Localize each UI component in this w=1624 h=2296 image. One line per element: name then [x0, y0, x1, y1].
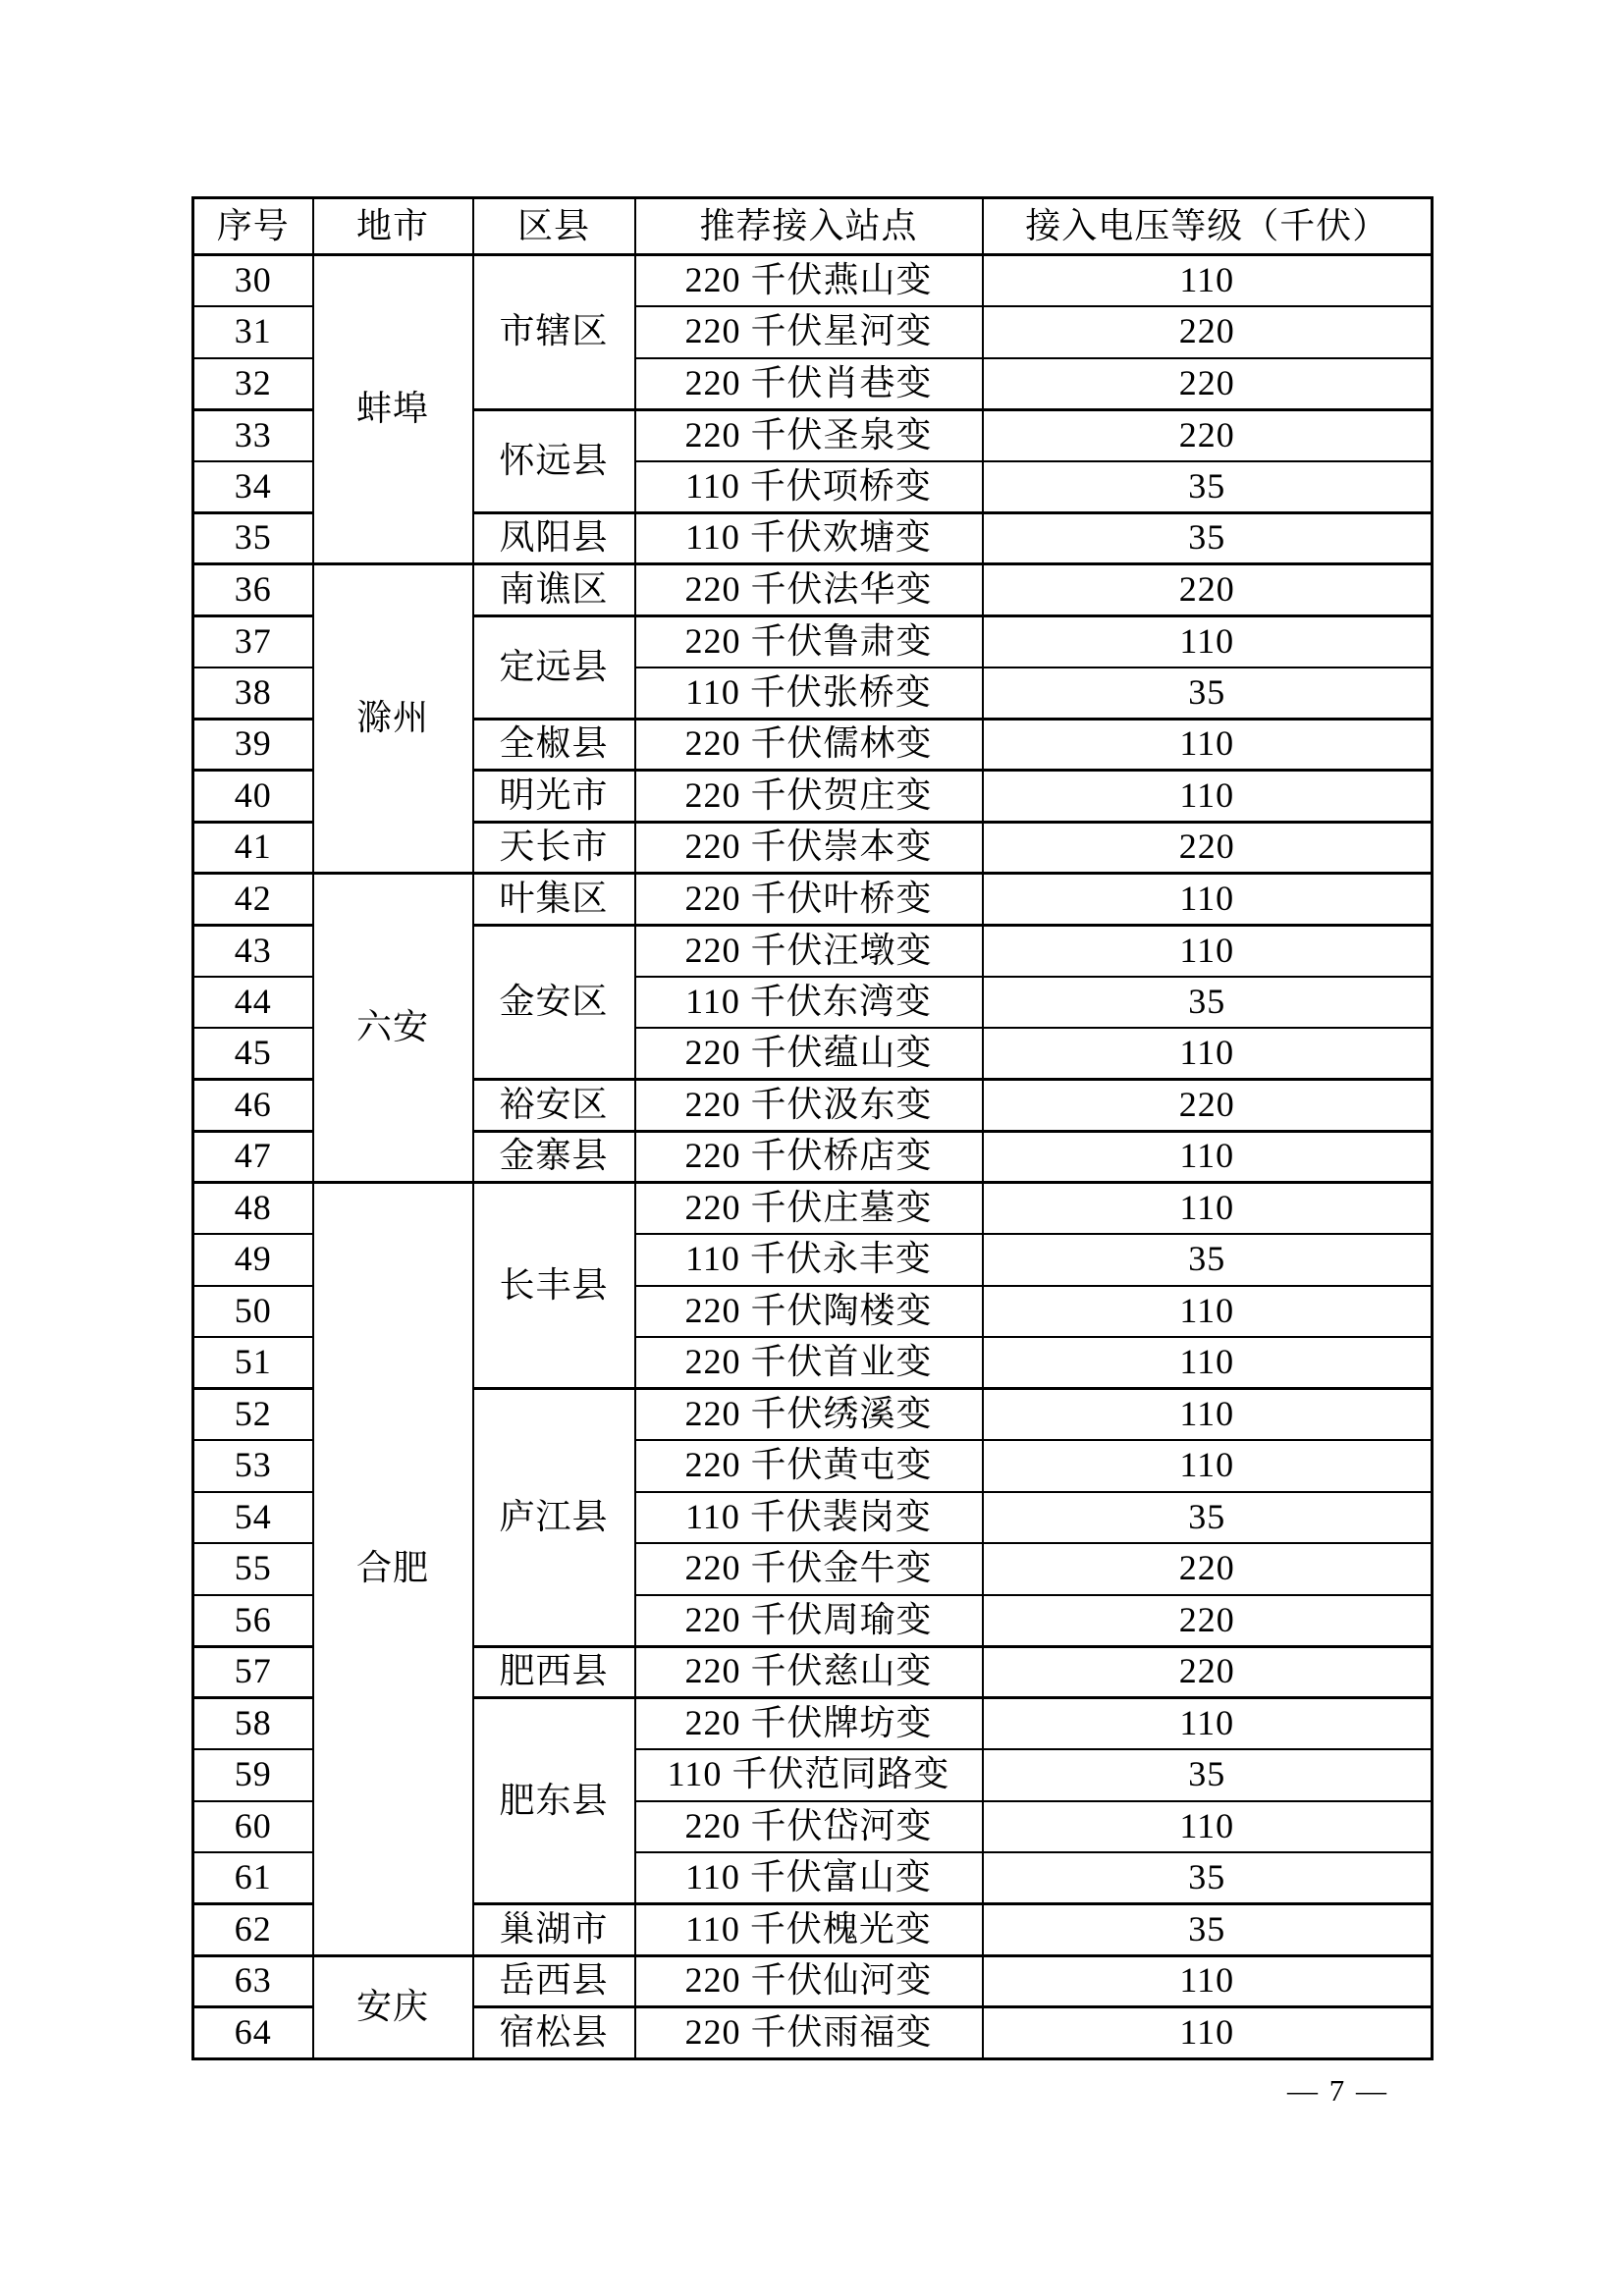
station-cell: 110 千伏范同路变	[635, 1749, 983, 1801]
district-cell: 岳西县	[473, 1955, 635, 2007]
district-cell: 市辖区	[473, 255, 635, 410]
station-cell: 220 千伏鲁肃变	[635, 615, 983, 667]
city-cell: 安庆	[313, 1955, 473, 2058]
voltage-cell: 110	[983, 615, 1433, 667]
district-cell: 巢湖市	[473, 1904, 635, 1956]
district-cell: 肥东县	[473, 1698, 635, 1904]
table-row	[193, 1183, 1433, 1235]
station-cell: 220 千伏汪墩变	[635, 925, 983, 977]
voltage-cell: 35	[983, 667, 1433, 720]
serial-number-cell: 41	[193, 822, 313, 874]
serial-number-cell: 57	[193, 1646, 313, 1698]
station-cell: 220 千伏陶楼变	[635, 1286, 983, 1338]
station-cell: 110 千伏欢塘变	[635, 512, 983, 564]
station-cell: 220 千伏叶桥变	[635, 874, 983, 926]
voltage-cell: 110	[983, 2007, 1433, 2059]
serial-number-cell: 51	[193, 1337, 313, 1389]
city-cell: 合肥	[313, 1183, 473, 1956]
station-cell: 110 千伏项桥变	[635, 461, 983, 513]
district-cell: 裕安区	[473, 1080, 635, 1132]
voltage-cell: 35	[983, 1904, 1433, 1956]
voltage-cell: 35	[983, 1852, 1433, 1904]
serial-number-cell: 39	[193, 719, 313, 771]
voltage-cell: 110	[983, 1389, 1433, 1441]
serial-number-cell: 53	[193, 1440, 313, 1492]
district-cell: 全椒县	[473, 719, 635, 771]
station-cell: 220 千伏法华变	[635, 564, 983, 616]
serial-number-cell: 31	[193, 306, 313, 358]
district-cell: 肥西县	[473, 1646, 635, 1698]
voltage-cell: 110	[983, 719, 1433, 771]
voltage-cell: 220	[983, 1543, 1433, 1595]
serial-number-cell: 59	[193, 1749, 313, 1801]
district-cell: 金寨县	[473, 1131, 635, 1183]
voltage-cell: 110	[983, 1131, 1433, 1183]
voltage-cell: 110	[983, 1955, 1433, 2007]
column-header: 接入电压等级（千伏）	[983, 198, 1433, 255]
serial-number-cell: 50	[193, 1286, 313, 1338]
column-header: 序号	[193, 198, 313, 255]
district-cell: 天长市	[473, 822, 635, 874]
serial-number-cell: 38	[193, 667, 313, 720]
station-cell: 220 千伏黄屯变	[635, 1440, 983, 1492]
serial-number-cell: 46	[193, 1080, 313, 1132]
voltage-cell: 220	[983, 564, 1433, 616]
table-row	[193, 564, 1433, 616]
voltage-cell: 35	[983, 512, 1433, 564]
voltage-cell: 110	[983, 1337, 1433, 1389]
station-cell: 220 千伏蕴山变	[635, 1028, 983, 1080]
station-cell: 220 千伏首业变	[635, 1337, 983, 1389]
serial-number-cell: 60	[193, 1801, 313, 1853]
column-header: 推荐接入站点	[635, 198, 983, 255]
station-cell: 110 千伏裴岗变	[635, 1492, 983, 1544]
station-cell: 220 千伏贺庄变	[635, 771, 983, 823]
serial-number-cell: 48	[193, 1183, 313, 1235]
district-cell: 南谯区	[473, 564, 635, 616]
station-cell: 220 千伏金牛变	[635, 1543, 983, 1595]
serial-number-cell: 37	[193, 615, 313, 667]
table-row	[193, 874, 1433, 926]
station-cell: 220 千伏雨福变	[635, 2007, 983, 2059]
serial-number-cell: 35	[193, 512, 313, 564]
voltage-cell: 220	[983, 822, 1433, 874]
serial-number-cell: 30	[193, 255, 313, 307]
voltage-cell: 220	[983, 1595, 1433, 1647]
station-cell: 220 千伏圣泉变	[635, 409, 983, 461]
district-cell: 金安区	[473, 925, 635, 1080]
serial-number-cell: 42	[193, 874, 313, 926]
district-cell: 怀远县	[473, 409, 635, 512]
station-cell: 220 千伏燕山变	[635, 255, 983, 307]
serial-number-cell: 34	[193, 461, 313, 513]
column-header: 地市	[313, 198, 473, 255]
voltage-cell: 220	[983, 306, 1433, 358]
voltage-cell: 35	[983, 1492, 1433, 1544]
serial-number-cell: 63	[193, 1955, 313, 2007]
voltage-cell: 110	[983, 1286, 1433, 1338]
voltage-cell: 35	[983, 1749, 1433, 1801]
serial-number-cell: 49	[193, 1234, 313, 1286]
voltage-cell: 110	[983, 1440, 1433, 1492]
serial-number-cell: 64	[193, 2007, 313, 2059]
voltage-cell: 110	[983, 1698, 1433, 1750]
serial-number-cell: 45	[193, 1028, 313, 1080]
serial-number-cell: 32	[193, 358, 313, 410]
station-cell: 220 千伏汲东变	[635, 1080, 983, 1132]
voltage-cell: 110	[983, 771, 1433, 823]
serial-number-cell: 33	[193, 409, 313, 461]
station-cell: 110 千伏槐光变	[635, 1904, 983, 1956]
station-cell: 110 千伏张桥变	[635, 667, 983, 720]
station-cell: 110 千伏富山变	[635, 1852, 983, 1904]
district-cell: 明光市	[473, 771, 635, 823]
station-cell: 220 千伏肖巷变	[635, 358, 983, 410]
voltage-cell: 35	[983, 1234, 1433, 1286]
serial-number-cell: 55	[193, 1543, 313, 1595]
station-cell: 220 千伏周瑜变	[635, 1595, 983, 1647]
table-header-row	[193, 198, 1433, 255]
district-cell: 定远县	[473, 615, 635, 719]
district-cell: 长丰县	[473, 1183, 635, 1389]
table-row	[193, 255, 1433, 307]
serial-number-cell: 62	[193, 1904, 313, 1956]
city-cell: 六安	[313, 874, 473, 1183]
serial-number-cell: 44	[193, 977, 313, 1029]
station-cell: 220 千伏庄墓变	[635, 1183, 983, 1235]
station-cell: 220 千伏崇本变	[635, 822, 983, 874]
voltage-cell: 110	[983, 1801, 1433, 1853]
district-cell: 庐江县	[473, 1389, 635, 1647]
serial-number-cell: 61	[193, 1852, 313, 1904]
station-cell: 220 千伏岱河变	[635, 1801, 983, 1853]
table-row	[193, 1955, 1433, 2007]
table-body	[193, 255, 1433, 2059]
voltage-cell: 35	[983, 977, 1433, 1029]
station-cell: 110 千伏永丰变	[635, 1234, 983, 1286]
serial-number-cell: 40	[193, 771, 313, 823]
serial-number-cell: 52	[193, 1389, 313, 1441]
voltage-cell: 220	[983, 358, 1433, 410]
column-header: 区县	[473, 198, 635, 255]
voltage-cell: 110	[983, 1183, 1433, 1235]
serial-number-cell: 36	[193, 564, 313, 616]
voltage-cell: 220	[983, 1080, 1433, 1132]
district-cell: 凤阳县	[473, 512, 635, 564]
station-cell: 220 千伏星河变	[635, 306, 983, 358]
voltage-cell: 220	[983, 409, 1433, 461]
serial-number-cell: 58	[193, 1698, 313, 1750]
station-cell: 110 千伏东湾变	[635, 977, 983, 1029]
voltage-cell: 35	[983, 461, 1433, 513]
station-cell: 220 千伏仙河变	[635, 1955, 983, 2007]
voltage-cell: 220	[983, 1646, 1433, 1698]
station-cell: 220 千伏桥店变	[635, 1131, 983, 1183]
station-cell: 220 千伏绣溪变	[635, 1389, 983, 1441]
city-cell: 蚌埠	[313, 255, 473, 564]
city-cell: 滁州	[313, 564, 473, 874]
serial-number-cell: 56	[193, 1595, 313, 1647]
serial-number-cell: 54	[193, 1492, 313, 1544]
station-cell: 220 千伏牌坊变	[635, 1698, 983, 1750]
serial-number-cell: 43	[193, 925, 313, 977]
district-cell: 宿松县	[473, 2007, 635, 2059]
voltage-cell: 110	[983, 925, 1433, 977]
serial-number-cell: 47	[193, 1131, 313, 1183]
voltage-cell: 110	[983, 255, 1433, 307]
access-station-table	[191, 196, 1434, 2060]
station-cell: 220 千伏儒林变	[635, 719, 983, 771]
district-cell: 叶集区	[473, 874, 635, 926]
voltage-cell: 110	[983, 874, 1433, 926]
station-cell: 220 千伏慈山变	[635, 1646, 983, 1698]
voltage-cell: 110	[983, 1028, 1433, 1080]
page-number: — 7 —	[1287, 2073, 1388, 2108]
